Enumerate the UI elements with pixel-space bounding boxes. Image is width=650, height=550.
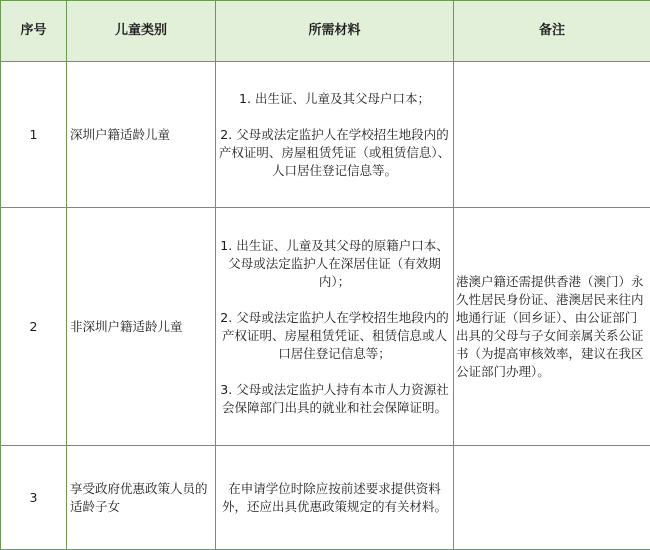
header-index: 序号: [1, 1, 67, 62]
row-index: 1: [1, 62, 67, 208]
row-index: 3: [1, 446, 67, 550]
material-item: 1. 出生证、儿童及其父母的原籍户口本、父母或法定监护人在深居住证（有效期内）；: [218, 237, 451, 291]
row-note: [454, 446, 650, 550]
table-header-row: [1, 1, 650, 62]
header-category: 儿童类别: [67, 1, 216, 62]
material-item: 1. 出生证、儿童及其父母户口本；: [218, 90, 451, 108]
row-note: 港澳户籍还需提供香港（澳门）永久性居民身份证、港澳居民来往内地通行证（回乡证）、由公证部门出具的父母与子女间亲属关系公证书（为提高审核效率，建议在我区公证部门办理）。: [454, 208, 650, 446]
row-materials: [216, 208, 454, 446]
header-notes: 备注: [454, 1, 650, 62]
row-category: 享受政府优惠政策人员的适龄子女: [67, 446, 216, 550]
row-materials: [216, 62, 454, 208]
table-row: [1, 62, 650, 208]
table-row: [1, 208, 650, 446]
row-category: 非深圳户籍适龄儿童: [67, 208, 216, 446]
material-item: 2. 父母或法定监护人在学校招生地段内的产权证明、房屋租赁凭证、租赁信息或人口居住登记信息等；: [218, 309, 451, 363]
row-materials: [216, 446, 454, 550]
material-item: 在申请学位时除应按前述要求提供资料外，还应出具优惠政策规定的有关材料。: [218, 480, 451, 516]
row-category: 深圳户籍适龄儿童: [67, 62, 216, 208]
header-materials: 所需材料: [216, 1, 454, 62]
material-item: 2. 父母或法定监护人在学校招生地段内的产权证明、房屋租赁凭证（或租赁信息）、人口居住登记信息等。: [218, 126, 451, 180]
row-note: [454, 62, 650, 208]
row-index: 2: [1, 208, 67, 446]
table-row: [1, 446, 650, 550]
material-item: 3. 父母或法定监护人持有本市人力资源社会保障部门出具的就业和社会保障证明。: [218, 381, 451, 417]
